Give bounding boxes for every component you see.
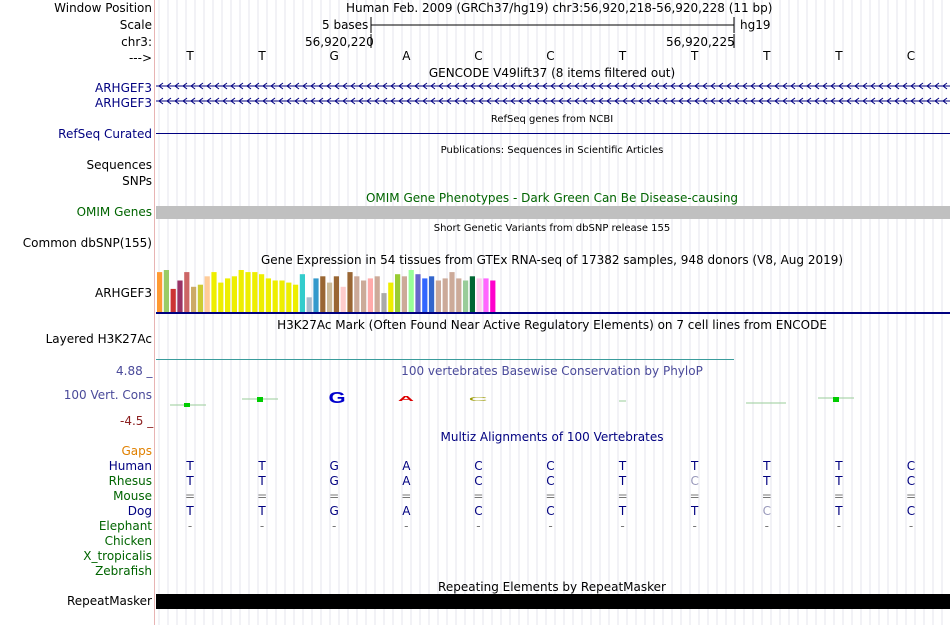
coord-left: 56,920,220 xyxy=(305,35,374,49)
phylop-logo[interactable] xyxy=(156,385,950,415)
alignment-base: T xyxy=(186,459,194,473)
species-label[interactable]: Chicken xyxy=(104,534,152,548)
gtex-tissue-bar xyxy=(198,285,203,312)
gtex-tissue-bar xyxy=(436,281,441,313)
alignment-base: T xyxy=(258,459,266,473)
alignment-base: = xyxy=(257,489,268,503)
gtex-tissue-bar xyxy=(211,272,216,312)
sequence-base: T xyxy=(618,49,627,63)
alignment-base: A xyxy=(402,459,411,473)
species-label[interactable]: Dog xyxy=(127,504,152,518)
gtex-tissue-bar xyxy=(456,278,461,312)
gtex-tissue-bar xyxy=(395,274,400,312)
window-position-text: Human Feb. 2009 (GRCh37/hg19) chr3:56,920,218-56,920,228 (11 bp) xyxy=(346,1,773,15)
sequence-base: C xyxy=(546,49,555,63)
gtex-tissue-bar xyxy=(375,276,380,312)
h3k27-track-title[interactable]: H3K27Ac Mark (Often Found Near Active Regulatory Elements) on 7 cell lines from ENCODE xyxy=(277,318,827,332)
alignment-base: C xyxy=(762,504,771,518)
gtex-tissue-bar xyxy=(191,287,196,312)
gtex-tissue-bar xyxy=(368,278,373,312)
sequence-base: T xyxy=(186,49,194,63)
gtex-tissue-bar xyxy=(449,272,454,312)
gtex-tissue-bar xyxy=(307,297,312,312)
species-label[interactable]: Zebrafish xyxy=(95,564,152,578)
gtex-tissue-bar xyxy=(205,276,210,312)
alignment-base: T xyxy=(258,504,266,518)
gtex-tissue-bar xyxy=(239,270,244,312)
strand-label: ---> xyxy=(128,51,152,65)
refseq-label[interactable]: RefSeq Curated xyxy=(58,127,152,141)
alignment-base: - xyxy=(404,519,409,533)
gtex-tissue-bar xyxy=(293,285,298,312)
alignment-base: - xyxy=(332,519,337,533)
sequence-base: T xyxy=(835,49,843,63)
alignment-base: T xyxy=(691,504,699,518)
sequences-label[interactable]: Sequences xyxy=(86,158,152,172)
refseq-line[interactable] xyxy=(156,133,950,134)
gtex-tissue-bar xyxy=(286,283,291,312)
gtex-tissue-bar xyxy=(334,276,339,312)
gtex-tissue-bar xyxy=(388,283,393,312)
gtex-tissue-bar xyxy=(245,272,250,312)
scale-label: Scale xyxy=(119,18,152,32)
alignment-base: C xyxy=(906,474,916,488)
alignment-base: C xyxy=(690,474,699,488)
scale-bar xyxy=(370,17,736,35)
alignment-base: A xyxy=(402,504,411,518)
gtex-tissue-bar xyxy=(273,281,278,313)
gtex-tissue-bar xyxy=(300,274,305,312)
gtex-tissue-bar xyxy=(279,281,284,313)
pubs-track-title[interactable]: Publications: Sequences in Scientific Articles xyxy=(440,145,664,156)
gtex-tissue-bar xyxy=(327,283,332,312)
alignment-base: A xyxy=(402,474,411,488)
alignment-base: = xyxy=(761,489,772,503)
alignment-base: T xyxy=(835,459,843,473)
window-position-label: Window Position xyxy=(54,1,152,15)
alignment-base: - xyxy=(764,519,769,533)
sequence-base: C xyxy=(906,49,916,63)
phylop-max: 4.88 _ xyxy=(116,364,153,378)
gtex-tissue-bar xyxy=(483,278,488,312)
alignment-base: G xyxy=(329,459,339,473)
gtex-tissue-bar xyxy=(225,278,230,312)
coord-ticks xyxy=(370,34,736,50)
alignment-base: T xyxy=(763,459,771,473)
gtex-bar-chart[interactable] xyxy=(156,268,950,316)
gtex-tissue-bar xyxy=(259,274,264,312)
dbsnp-label[interactable]: Common dbSNP(155) xyxy=(22,236,152,250)
repeat-element-bar[interactable] xyxy=(156,594,950,609)
gencode-item-2-label[interactable]: ARHGEF3 xyxy=(95,96,152,110)
gtex-tissue-bar xyxy=(347,272,352,312)
svg-text:G: G xyxy=(328,390,346,408)
omim-gene-bar[interactable] xyxy=(156,206,950,219)
gtex-tissue-bar xyxy=(184,272,189,312)
alignment-base: - xyxy=(836,519,842,533)
alignment-base: C xyxy=(546,504,555,518)
gtex-tissue-bar xyxy=(415,274,420,312)
gtex-tissue-bar xyxy=(252,272,257,312)
scale-text: 5 bases xyxy=(322,18,369,32)
gencode-track-title[interactable]: GENCODE V49lift37 (8 items filtered out) xyxy=(428,66,676,80)
sequence-base: T xyxy=(691,49,699,63)
gtex-tissue-bar xyxy=(361,281,366,313)
alignment-base: G xyxy=(329,474,339,488)
alignment-base: T xyxy=(186,504,194,518)
sequence-base: A xyxy=(402,49,411,63)
alignment-base: = xyxy=(905,489,917,503)
species-label[interactable]: Elephant xyxy=(98,519,152,533)
gtex-gene-label[interactable]: ARHGEF3 xyxy=(95,286,152,300)
gtex-tissue-bar xyxy=(164,270,169,312)
svg-text:C: C xyxy=(468,396,488,403)
omim-label[interactable]: OMIM Genes xyxy=(76,205,152,219)
gtex-tissue-bar xyxy=(232,276,237,312)
refseq-track-title[interactable]: RefSeq genes from NCBI xyxy=(490,114,614,125)
alignment-base: = xyxy=(833,489,844,503)
gtex-tissue-bar xyxy=(490,281,495,313)
gtex-tissue-bar xyxy=(320,276,325,312)
gtex-tissue-bar xyxy=(157,272,162,312)
alignment-base: T xyxy=(258,474,266,488)
label-column-separator xyxy=(154,0,155,625)
alignment-base: T xyxy=(835,474,843,488)
alignment-base: T xyxy=(186,474,194,488)
gtex-tissue-bar xyxy=(266,278,271,312)
alignment-base: - xyxy=(620,519,625,533)
alignment-base: C xyxy=(906,504,916,518)
species-label[interactable]: Rhesus xyxy=(108,474,152,488)
alignment-base: C xyxy=(474,474,483,488)
alignment-base: T xyxy=(618,474,627,488)
gtex-tissue-bar xyxy=(409,270,414,312)
species-label[interactable]: Human xyxy=(108,459,152,473)
sequence-base: C xyxy=(474,49,483,63)
species-label[interactable]: Mouse xyxy=(113,489,152,503)
gtex-tissue-bar xyxy=(422,278,427,312)
alignment-base: - xyxy=(548,519,553,533)
sequence-base: T xyxy=(763,49,771,63)
gtex-tissue-bar xyxy=(402,276,407,312)
gtex-tissue-bar xyxy=(354,276,359,312)
repeat-track-title[interactable]: Repeating Elements by RepeatMasker xyxy=(438,580,666,594)
alignment-base: = xyxy=(184,489,196,503)
sequence-base: T xyxy=(258,49,266,63)
species-label[interactable]: X_tropicalis xyxy=(83,549,152,563)
dbsnp-track-title[interactable]: Short Genetic Variants from dbSNP release 155 xyxy=(433,223,671,234)
alignment-base: - xyxy=(259,519,265,533)
alignment-base: = xyxy=(329,489,340,503)
svg-text:A: A xyxy=(397,394,415,404)
alignment-base: - xyxy=(908,519,914,533)
gtex-tissue-bar xyxy=(313,278,318,312)
alignment-base: - xyxy=(187,519,193,533)
gtex-tissue-bar xyxy=(218,283,223,312)
snps-label[interactable]: SNPs xyxy=(122,174,152,188)
alignment-base: = xyxy=(617,489,628,503)
alignment-base: C xyxy=(474,459,483,473)
alignment-base: C xyxy=(546,474,555,488)
coord-right: 56,920,225 xyxy=(666,35,735,49)
gaps-label[interactable]: Gaps xyxy=(121,444,152,458)
alignment-base: C xyxy=(906,459,916,473)
gtex-tissue-bar xyxy=(177,281,182,313)
scale-assembly: hg19 xyxy=(740,18,771,32)
alignment-base: - xyxy=(692,519,697,533)
alignment-base: = xyxy=(473,489,484,503)
alignment-base: = xyxy=(401,489,412,503)
phylop-min: -4.5 _ xyxy=(120,414,154,428)
gtex-tissue-bar xyxy=(171,289,176,312)
gtex-tissue-bar xyxy=(443,278,448,312)
alignment-base: T xyxy=(618,459,627,473)
alignment-base: G xyxy=(329,504,339,518)
repeat-label[interactable]: RepeatMasker xyxy=(66,594,152,608)
alignment-base: C xyxy=(474,504,483,518)
chrom-label: chr3: xyxy=(121,35,152,49)
h3k27-label[interactable]: Layered H3K27Ac xyxy=(45,332,152,346)
alignment-base: = xyxy=(689,489,700,503)
gtex-track-title[interactable]: Gene Expression in 54 tissues from GTEx RNA-seq of 17382 samples, 948 donors (V8, Aug 2019) xyxy=(260,253,844,267)
gtex-tissue-bar xyxy=(470,276,475,312)
gtex-tissue-bar xyxy=(463,281,468,313)
gtex-tissue-bar xyxy=(341,287,346,312)
alignment-base: C xyxy=(546,459,555,473)
h3k27-signal-line[interactable] xyxy=(156,359,734,360)
gtex-tissue-bar xyxy=(477,278,482,312)
sequence-base: G xyxy=(329,49,339,63)
alignment-base: = xyxy=(545,489,556,503)
alignment-base: T xyxy=(835,504,843,518)
alignment-base: T xyxy=(618,504,627,518)
omim-track-title[interactable]: OMIM Gene Phenotypes - Dark Green Can Be Disease-causing xyxy=(365,191,739,205)
alignment-base: T xyxy=(763,474,771,488)
alignment-base: T xyxy=(691,459,699,473)
alignment-base: - xyxy=(476,519,481,533)
gtex-tissue-bar xyxy=(381,293,386,312)
gencode-features[interactable] xyxy=(156,82,950,112)
multiz-track-title[interactable]: Multiz Alignments of 100 Vertebrates xyxy=(440,430,664,444)
gtex-tissue-bar xyxy=(429,276,434,312)
phylop-label[interactable]: 100 Vert. Cons xyxy=(63,388,152,402)
phylop-track-title[interactable]: 100 vertebrates Basewise Conservation by PhyloP xyxy=(401,364,703,378)
gencode-item-1-label[interactable]: ARHGEF3 xyxy=(95,81,152,95)
